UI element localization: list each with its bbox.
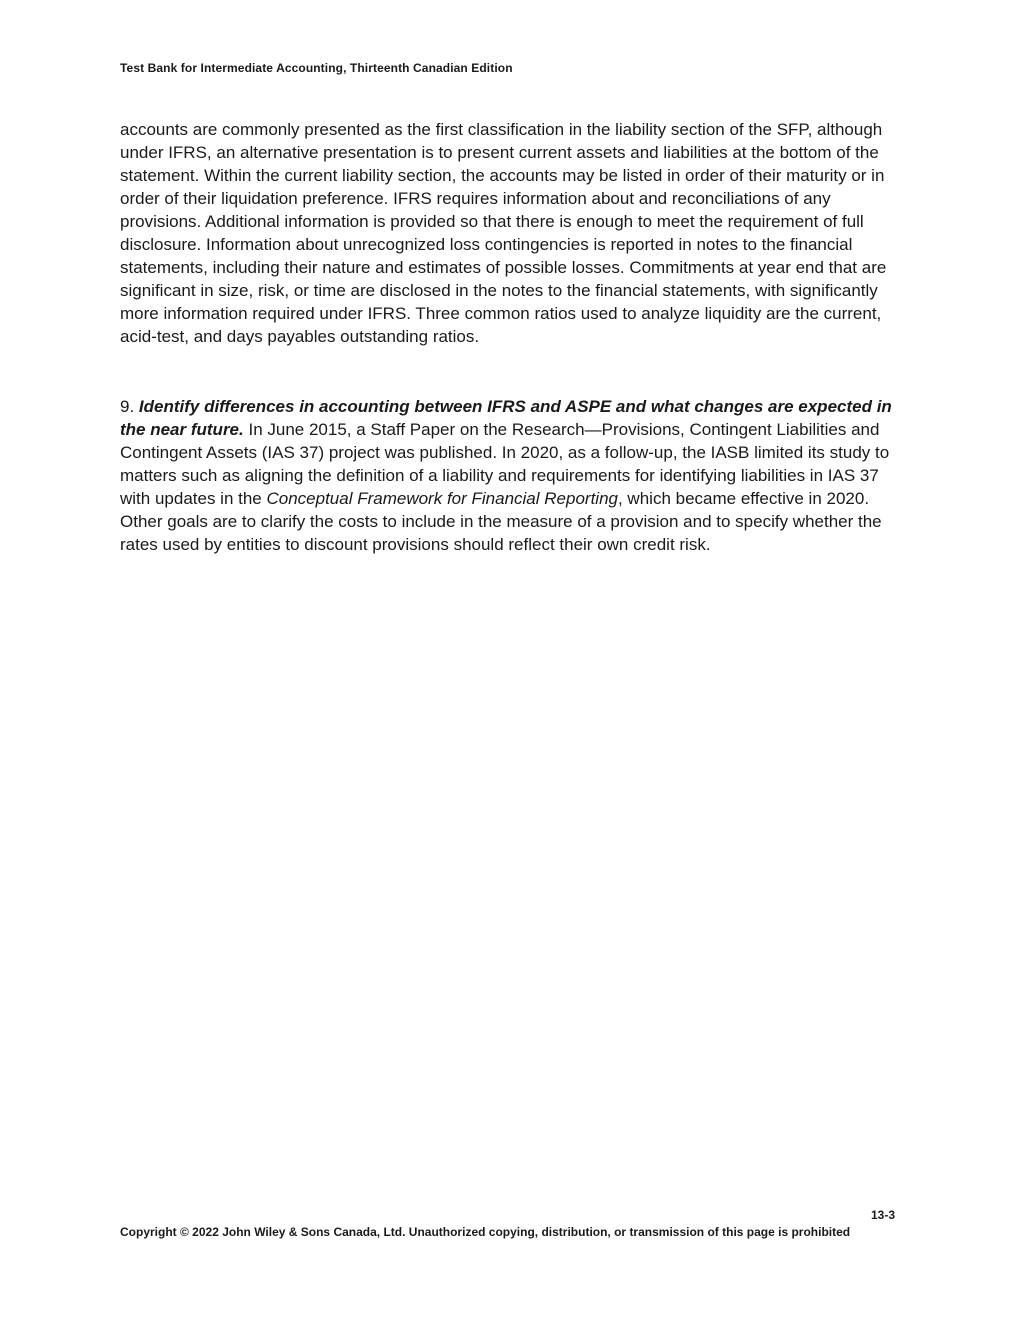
copyright-notice: Copyright © 2022 John Wiley & Sons Canada, Ltd. Unauthorized copying, distribution, or transmission of this page is prohibited	[120, 1225, 851, 1239]
body-paragraph-summary: accounts are commonly presented as the first classification in the liability section of the SFP, although under IFRS, an alternative presentation is to present current assets and liabilities at the bottom of the statement. Within the current liability section, the accounts may be listed in order of their maturity or in order of their liquidation preference. IFRS requires information about and reconciliations of any provisions. Additional information is provided so that there is enough to meet the requirement of full disclosure. Information about unrecognized loss contingencies is reported in notes to the financial statements, including their nature and estimates of possible losses. Commitments at year end that are significant in size, risk, or time are disclosed in the notes to the financial statements, with significantly more information required under IFRS. Three common ratios used to analyze liquidity are the current, acid-test, and days payables outstanding ratios.	[120, 120, 887, 346]
body-paragraph-objective-9	[120, 395, 900, 556]
page-number: 13-3	[870, 1208, 895, 1222]
objective-text-part-2: , which became effective in 2020. Other goals are to clarify the costs to include in the measure of a provision and to specify whether the rates used by entities to discount provisions should reflect their own credit risk.	[120, 489, 882, 554]
framework-title: Conceptual Framework for Financial Reporting	[266, 489, 618, 508]
objective-text-part-1: In June 2015, a Staff Paper on the Research—Provisions, Contingent Liabilities and Contingent Assets (IAS 37) project was published. In 2020, as a follow-up, the IASB limited its study to matters such as aligning the definition of a liability and requirements for identifying liabilities in IAS 37 with updates in the	[120, 420, 890, 508]
running-header: Test Bank for Intermediate Accounting, Thirteenth Canadian Edition	[120, 61, 513, 75]
objective-number: 9.	[120, 397, 139, 416]
objective-heading: Identify differences in accounting between IFRS and ASPE and what changes are expected in the near future.	[120, 397, 892, 439]
